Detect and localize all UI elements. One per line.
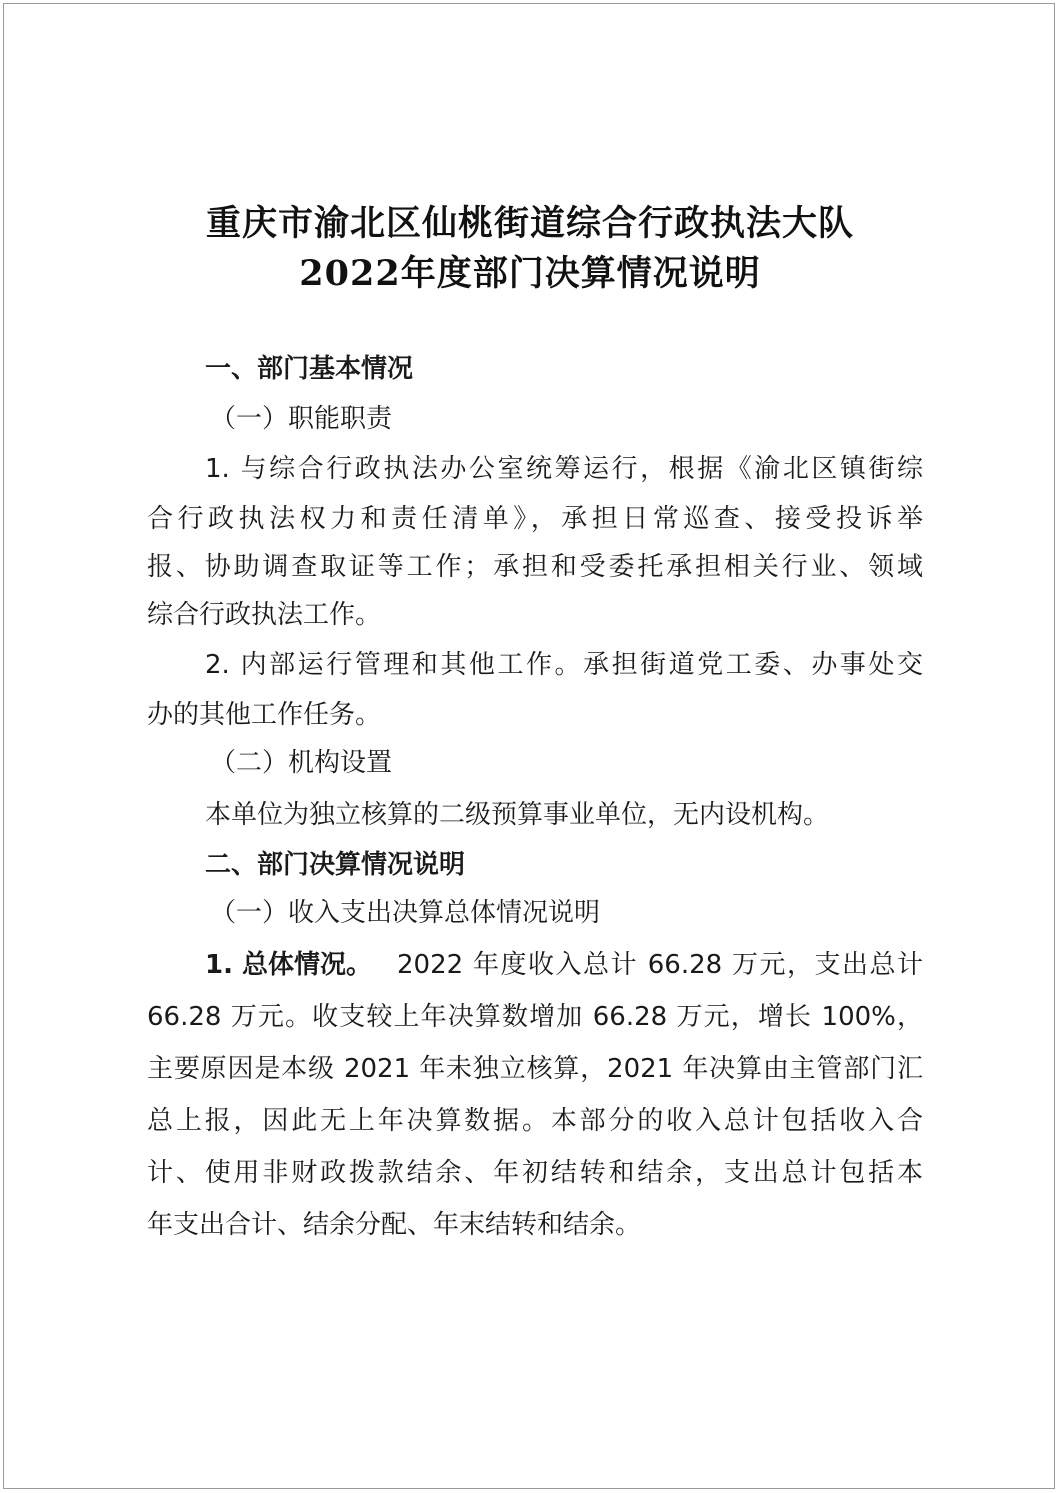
- para4-lead: 1. 总体情况。: [205, 950, 373, 980]
- para4-line3: 主要原因是本级 2021 年未独立核算，2021 年决算由主管部门汇: [147, 1054, 923, 1084]
- para2-line2: 办的其他工作任务。: [147, 700, 382, 730]
- document-title-line1: 重庆市渝北区仙桃街道综合行政执法大队: [205, 203, 854, 244]
- section1-subheading-organization: （二）机构设置: [210, 748, 393, 778]
- section2-heading: 二、部门决算情况说明: [205, 850, 466, 880]
- para4-line4: 总上报，因此无上年决算数据。本部分的收入总计包括收入合: [147, 1106, 923, 1136]
- para3: 本单位为独立核算的二级预算事业单位，无内设机构。: [205, 800, 830, 830]
- para4-line1: 2022 年度收入总计 66.28 万元，支出总计: [397, 950, 923, 980]
- para4-line5: 计、使用非财政拨款结余、年初结转和结余，支出总计包括本: [147, 1158, 923, 1188]
- para1-line1: 1. 与综合行政执法办公室统筹运行，根据《渝北区镇街综: [205, 454, 923, 484]
- section2-subheading-overview: （一）收入支出决算总体情况说明: [210, 898, 601, 928]
- para1-line4: 综合行政执法工作。: [147, 600, 382, 630]
- section1-subheading-duties: （一）职能职责: [210, 404, 393, 434]
- document-title-line2: 2022年度部门决算情况说明: [299, 253, 761, 294]
- section1-heading: 一、部门基本情况: [205, 354, 414, 384]
- para4-line6: 年支出合计、结余分配、年末结转和结余。: [147, 1210, 642, 1240]
- para2-line1: 2. 内部运行管理和其他工作。承担街道党工委、办事处交: [205, 650, 923, 680]
- para1-line3: 报、协助调查取证等工作；承担和受委托承担相关行业、领域: [147, 552, 923, 582]
- para1-line2: 合行政执法权力和责任清单》，承担日常巡查、接受投诉举: [147, 504, 923, 534]
- para4-line2: 66.28 万元。收支较上年决算数增加 66.28 万元，增长 100%，: [147, 1002, 923, 1032]
